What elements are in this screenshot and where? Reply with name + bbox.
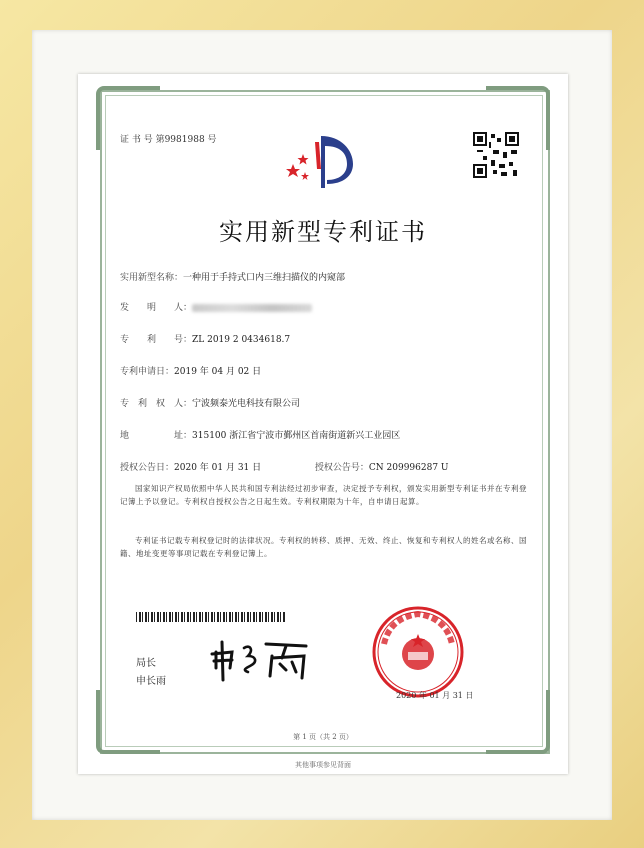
field-label: 发 明 人： <box>120 303 193 313</box>
field-value: 宁波频泰光电科技有限公司 <box>192 399 301 409</box>
qr-code-icon <box>473 132 519 178</box>
field-value: 2019 年 04 月 02 日 <box>174 367 262 377</box>
corner-ornament <box>486 690 550 754</box>
official-seal-icon <box>370 604 466 700</box>
certificate-title: 实用新型专利证书 <box>219 218 427 246</box>
application-date-row <box>120 364 261 377</box>
barcode-icon <box>136 612 286 622</box>
field-label: 专 利 号： <box>120 335 193 345</box>
field-label: 实用新型名称： <box>120 273 184 283</box>
grant-date: 2020 年 01 月 31 日 <box>174 463 262 473</box>
patent-office-logo-icon <box>283 124 363 194</box>
certificate-number: 证 书 号 第9981988 号 <box>120 135 217 145</box>
signer-title: 局长 <box>136 658 156 669</box>
field-label: 地 址： <box>120 431 193 441</box>
utility-model-name-row <box>120 270 345 283</box>
handwritten-signature-icon <box>208 634 318 684</box>
patentee-row <box>120 396 300 409</box>
grant-row <box>120 460 449 473</box>
seal-date: 2020 年 01 月 31 日 <box>396 691 474 700</box>
grant-number: CN 209996287 U <box>368 463 449 473</box>
field-label: 专利申请日： <box>120 367 175 377</box>
footer-note: 其他事项参见背面 <box>295 761 351 769</box>
corner-ornament <box>96 690 160 754</box>
field-label: 专 利 权 人： <box>120 399 193 409</box>
signer-name: 申长雨 <box>136 676 166 687</box>
redacted-inventor <box>192 304 312 312</box>
inventor-row <box>120 300 312 313</box>
field-value: 一种用于手持式口内三维扫描仪的内窥部 <box>183 273 346 283</box>
grant-date-label: 授权公告日： <box>120 463 175 473</box>
page-number: 第 1 页（共 2 页） <box>293 733 353 741</box>
address-row <box>120 428 400 441</box>
certificate-paper <box>78 74 568 774</box>
patent-number-row <box>120 332 290 345</box>
field-value: 315100 浙江省宁波市鄞州区首南街道新兴工业园区 <box>192 431 401 441</box>
body-paragraph-2: 专利证书记载专利权登记时的法律状况。专利权的转移、质押、无效、终止、恢复和专利权人的姓名或名称、国籍、地址变更等事项记载在专利登记簿上。 <box>120 536 527 558</box>
field-value: ZL 2019 2 0434618.7 <box>192 335 291 345</box>
body-paragraph-1: 国家知识产权局依照中华人民共和国专利法经过初步审查，决定授予专利权，颁发实用新型专利证书并在专利登记簿上予以登记。专利权自授权公告之日起生效。专利权期限为十年，自申请日起算。 <box>120 484 527 506</box>
grant-number-label: 授权公告号： <box>314 463 369 473</box>
